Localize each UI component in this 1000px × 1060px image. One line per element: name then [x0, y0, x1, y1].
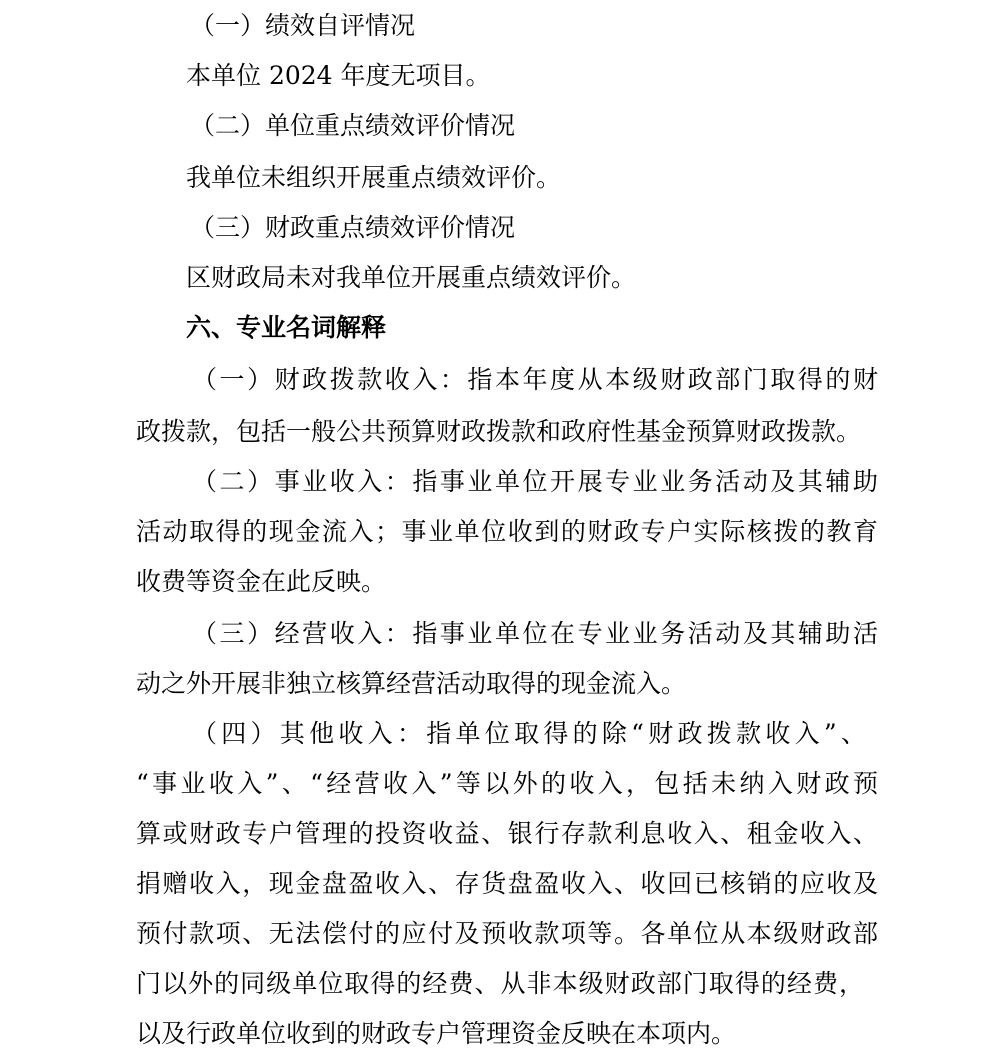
subheading-self-evaluation: （一）绩效自评情况 [190, 11, 416, 40]
subheading-unit-key-evaluation: （二）单位重点绩效评价情况 [190, 111, 516, 140]
term-text-line: 政拨款，包括一般公共预算财政拨款和政府性基金预算财政拨款。 [136, 417, 862, 446]
term-label-other-income: （四）其他收入： [192, 719, 427, 748]
term-text-line: 预付款项、无法偿付的应付及预收款项等。各单位从本级财政部 [136, 919, 878, 948]
term-item-other-income-line-1 [192, 708, 866, 760]
term-label-fiscal-appropriation: （一）财政拨款收入： [192, 365, 468, 394]
term-text-line: 指事业单位开展专业业务活动及其辅助 [412, 467, 878, 496]
term-label-business-income: （二）事业收入： [192, 467, 413, 496]
term-text-line: 以及行政单位收到的财政专户管理资金反映在本项内。 [136, 1019, 737, 1048]
term-text-line: 门以外的同级单位取得的经费、从非本级财政部门取得的经费， [136, 969, 864, 998]
subheading-finance-key-evaluation: （三）财政重点绩效评价情况 [190, 213, 516, 242]
term-text-line: 动之外开展非独立核算经营活动取得的现金流入。 [136, 669, 687, 698]
term-text-line: 指事业单位在专业业务活动及其辅助活 [412, 619, 878, 648]
term-text-line: 算或财政专户管理的投资收益、银行存款利息收入、租金收入、 [136, 819, 878, 848]
term-item-fiscal-appropriation-line-1 [192, 354, 878, 406]
term-text-line: 指单位取得的除“财政拨款收入”、 [426, 719, 866, 748]
term-item-business-income-line-1 [192, 456, 878, 508]
term-item-operating-income-line-1 [192, 608, 878, 660]
section-heading-terms: 六、专业名词解释 [186, 313, 387, 342]
term-text-line: “事业收入”、“经营收入”等以外的收入，包括未纳入财政预 [136, 769, 878, 798]
paragraph-self-evaluation: 本单位 2024 年度无项目。 [186, 61, 491, 90]
term-label-operating-income: （三）经营收入： [192, 619, 413, 648]
paragraph-unit-key-evaluation: 我单位未组织开展重点绩效评价。 [186, 163, 562, 192]
term-text-line: 指本年度从本级财政部门取得的财 [467, 365, 878, 394]
paragraph-finance-key-evaluation: 区财政局未对我单位开展重点绩效评价。 [186, 263, 637, 292]
term-text-line: 收费等资金在此反映。 [136, 567, 387, 596]
term-text-line: 捐赠收入，现金盘盈收入、存货盘盈收入、收回已核销的应收及 [136, 869, 878, 898]
term-text-line: 活动取得的现金流入；事业单位收到的财政专户实际核拨的教育 [136, 517, 878, 546]
